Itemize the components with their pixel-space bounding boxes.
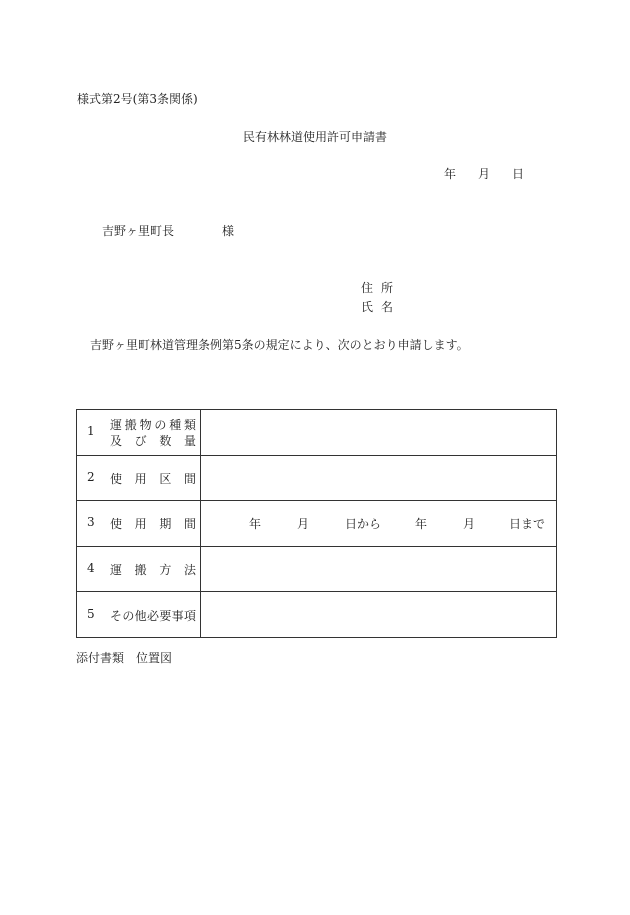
document-title: 民有林林道使用許可申請書 [242,130,387,144]
addressee [102,223,234,239]
table-row [77,592,557,638]
addressee-name: 吉野ヶ里町長 [102,224,175,238]
method-value-cell[interactable] [201,546,557,592]
row-label: 使用期間 [110,517,196,532]
row-label: 使用区間 [110,471,196,486]
period-to-day: 日まで [509,517,546,532]
table-row [77,546,557,592]
row-number: 1 [87,424,95,439]
row-label-cell [77,592,201,638]
attachments-line: 添付書類 位置図 [76,651,173,665]
period-to-year: 年 [415,517,428,532]
table-row [77,501,557,547]
table-row [77,455,557,501]
row-label-cell [77,501,201,547]
date-month: 月 [478,167,491,181]
date-line [444,166,524,182]
row-number: 3 [87,515,95,530]
other-value-cell[interactable] [201,592,557,638]
cargo-value-cell[interactable] [201,410,557,456]
section-value-cell[interactable] [201,455,557,501]
date-year: 年 [444,167,457,181]
row-label: 運搬方法 [110,563,196,578]
period-value-cell[interactable] [201,501,557,547]
period-from-year: 年 [249,517,262,532]
period-to-month: 月 [463,517,476,532]
row-label-line1: 運搬物の種類 [110,418,196,433]
row-number: 2 [87,469,95,484]
row-label-cell [77,410,201,456]
body-text: 吉野ヶ里町林道管理条例第5条の規定により、次のとおり申請します。 [90,338,469,352]
row-number: 4 [87,561,95,576]
row-label-cell [77,455,201,501]
period-from-day: 日から [345,517,382,532]
table-row [77,410,557,456]
applicant-name-label: 氏名 [361,300,402,314]
addressee-honorific: 様 [222,224,235,238]
date-day: 日 [512,167,525,181]
form-number: 様式第2号(第3条関係) [77,92,198,106]
applicant-address-label: 住所 [361,281,402,295]
row-number: 5 [87,606,95,621]
row-label: その他必要事項 [110,608,196,623]
row-label-cell [77,546,201,592]
period-from-month: 月 [297,517,310,532]
row-label-line2: 及び数量 [110,434,196,449]
application-table [76,409,557,638]
